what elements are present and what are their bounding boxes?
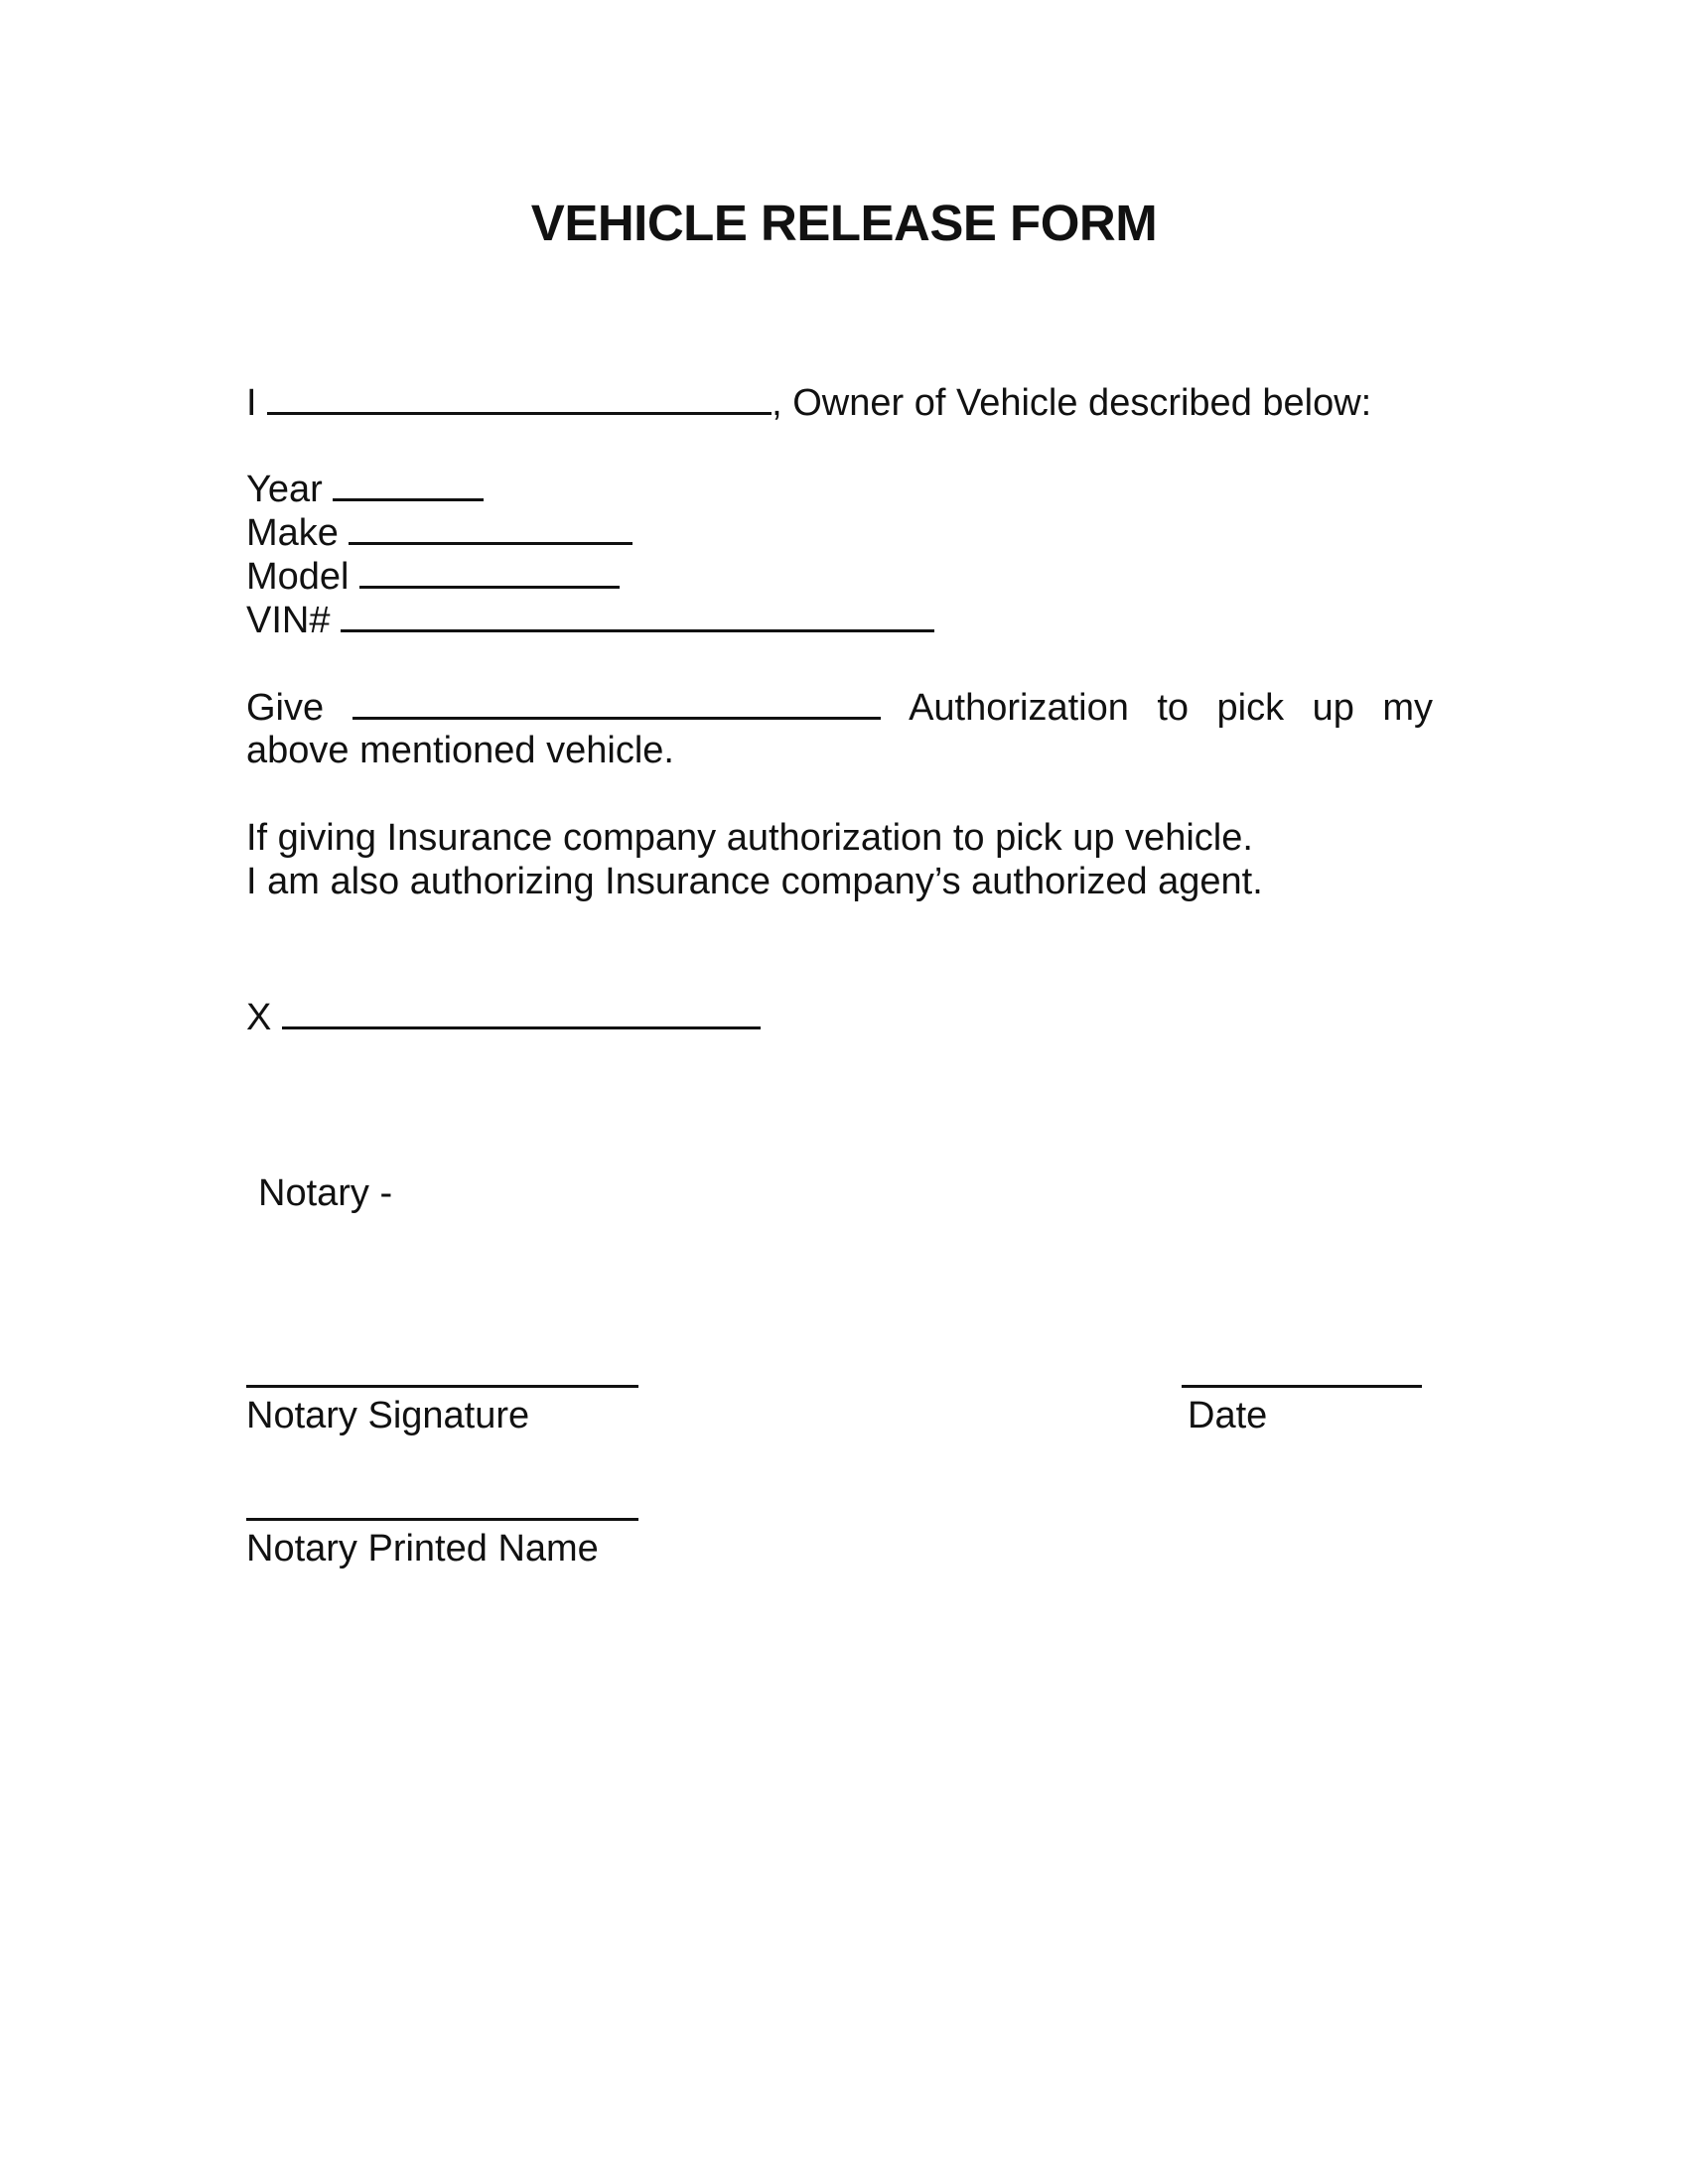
insurance-line-2: I am also authorizing Insurance company’s authorized agent. xyxy=(246,861,1263,902)
owner-suffix: , Owner of Vehicle described below: xyxy=(772,382,1372,424)
year-line xyxy=(246,467,484,511)
notary-label: Notary - xyxy=(258,1172,393,1214)
make-line xyxy=(246,510,633,555)
year-label: Year xyxy=(246,469,323,510)
to-word: to xyxy=(1157,687,1190,729)
owner-line xyxy=(246,380,1371,425)
notary-printed-name-label: Notary Printed Name xyxy=(246,1528,599,1570)
notary-signature-label: Notary Signature xyxy=(246,1395,530,1436)
date-label: Date xyxy=(1188,1395,1268,1436)
pick-word: pick xyxy=(1216,687,1285,729)
make-label: Make xyxy=(246,512,339,554)
owner-signature-line xyxy=(246,995,761,1039)
vin-label: VIN# xyxy=(246,600,331,641)
insurance-line-1: If giving Insurance company authorization to pick up vehicle. xyxy=(246,817,1253,859)
authorization-continuation: above mentioned vehicle. xyxy=(246,730,674,771)
vin-line xyxy=(246,598,934,642)
authorization-word: Authorization xyxy=(909,687,1129,729)
model-line xyxy=(246,554,620,599)
year-blank[interactable] xyxy=(333,467,484,501)
authorization-line xyxy=(246,685,1433,730)
owner-prefix: I xyxy=(246,382,257,424)
give-word: Give xyxy=(246,687,325,729)
model-blank[interactable] xyxy=(359,554,620,589)
signature-x: X xyxy=(246,997,272,1038)
owner-name-blank[interactable] xyxy=(267,380,772,415)
authorized-person-blank[interactable] xyxy=(352,685,881,720)
notary-printed-name-line[interactable] xyxy=(246,1518,638,1521)
form-title: VEHICLE RELEASE FORM xyxy=(530,195,1158,251)
notary-signature-line[interactable] xyxy=(246,1385,638,1388)
model-label: Model xyxy=(246,556,350,598)
vin-blank[interactable] xyxy=(341,598,934,632)
make-blank[interactable] xyxy=(349,510,633,545)
up-word: up xyxy=(1312,687,1354,729)
my-word: my xyxy=(1382,687,1433,729)
date-line[interactable] xyxy=(1182,1385,1422,1388)
owner-signature-blank[interactable] xyxy=(282,995,761,1029)
